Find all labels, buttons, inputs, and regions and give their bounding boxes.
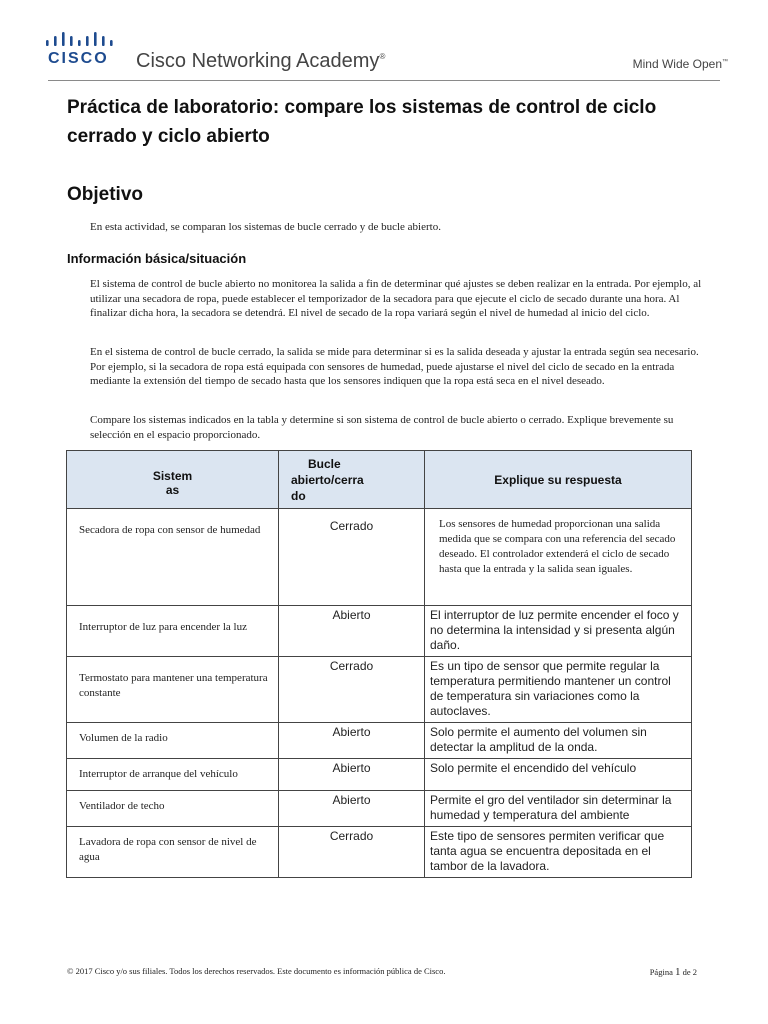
table-row <box>67 827 692 878</box>
row-type: Abierto <box>279 606 425 657</box>
row-system: Lavadora de ropa con sensor de nivel de agua <box>67 827 279 878</box>
footer-copyright: © 2017 Cisco y/o sus filiales. Todos los derechos reservados. Este documento es información pública de Cisco. <box>67 966 446 976</box>
systems-table <box>66 450 692 878</box>
header-loop-line1: Bucle <box>308 456 341 471</box>
page-indicator <box>650 966 697 978</box>
registered-mark: ® <box>379 52 386 61</box>
row-explanation: Los sensores de humedad proporcionan una salida medida que se compara con una referencia del secado deseado. El controlador extenderá el ciclo de secado hasta que la entrada y la salida sean iguales. <box>425 509 692 606</box>
cisco-logo-bars-icon <box>45 31 115 49</box>
row-type: Abierto <box>279 723 425 759</box>
objective-heading: Objetivo <box>67 184 144 205</box>
row-system: Interruptor de luz para encender la luz <box>67 606 279 657</box>
row-type: Cerrado <box>279 827 425 878</box>
page-number: 1 <box>674 966 681 978</box>
header-loop-type <box>279 451 425 509</box>
academy-text: Cisco Networking Academy <box>136 50 380 72</box>
table-row <box>67 606 692 657</box>
row-explanation: El interruptor de luz permite encender el foco y no determina la intensidad y si presenta algún daño. <box>425 606 692 657</box>
table-row <box>67 723 692 759</box>
tagline <box>633 57 728 71</box>
row-explanation: Permite el gro del ventilador sin determinar la humedad y temperatura del ambiente <box>425 791 692 827</box>
table-header-row <box>67 451 692 509</box>
header-explanation: Explique su respuesta <box>425 451 692 509</box>
header-loop-line3: do <box>291 488 306 503</box>
row-explanation: Solo permite el aumento del volumen sin detectar la amplitud de la onda. <box>425 723 692 759</box>
background-paragraph-1: El sistema de control de bucle abierto no monitorea la salida a fin de determinar qué ajustes se deben realizar en la entrada. Por ejemplo, al utilizar una secadora de ropa, puede establecer el temporizador de la secadora para que ejecute el ciclo de secado durante una hora. Al finalizar dicha hora, la secadora se detendrá. El nivel de secado de la ropa variará según el nivel de humedad al inicio del ciclo. <box>90 278 702 320</box>
background-paragraph-3: Compare los sistemas indicados en la tabla y determine si son sistema de control de bucle abierto o cerrado. Explique brevemente su selección en el espacio proporcionado. <box>90 414 674 441</box>
table-row <box>67 759 692 791</box>
row-system: Secadora de ropa con sensor de humedad <box>67 509 279 606</box>
header-systems-line1: Sistem <box>152 468 193 483</box>
row-type: Cerrado <box>279 509 425 606</box>
background-heading: Información básica/situación <box>67 251 247 266</box>
cisco-brand: CISCO <box>48 50 109 67</box>
table-row <box>67 791 692 827</box>
row-system: Termostato para mantener una temperatura constante <box>67 657 279 723</box>
background-paragraph-2: En el sistema de control de bucle cerrado, la salida se mide para determinar si es la salida deseada y ajustar la entrada según sea necesario. Por ejemplo, si la secadora de ropa está equipada con sensores de humedad, puede ajustarse el nivel del ciclo de secado en la entrada mediante la extensión del tiempo de secado hasta que los sensores indiquen que la ropa está seca en el nivel deseado. <box>90 346 699 388</box>
header-systems-line2: as <box>165 482 180 497</box>
document-title: Práctica de laboratorio: compare los sistemas de control de ciclo cerrado y ciclo abierto <box>67 97 657 147</box>
row-explanation: Este tipo de sensores permiten verificar que tanta agua se encuentra depositada en el tambor de la lavadora. <box>425 827 692 878</box>
header-divider <box>48 80 720 81</box>
row-system: Ventilador de techo <box>67 791 279 827</box>
row-system: Volumen de la radio <box>67 723 279 759</box>
header-loop-line2: abierto/cerra <box>291 472 364 487</box>
row-system: Interruptor de arranque del vehículo <box>67 759 279 791</box>
page-label: Página <box>649 967 673 977</box>
row-explanation: Es un tipo de sensor que permite regular la temperatura permitiendo mantener un control de temperatura sin variaciones como la autoclaves. <box>425 657 692 723</box>
tagline-text: Mind Wide Open <box>632 57 722 71</box>
table-row <box>67 657 692 723</box>
row-explanation: Solo permite el encendido del vehículo <box>425 759 692 791</box>
page-total: de 2 <box>682 967 697 977</box>
row-type: Abierto <box>279 791 425 827</box>
academy-name <box>136 50 385 73</box>
trademark-mark: ™ <box>722 59 728 65</box>
table-row <box>67 509 692 606</box>
row-type: Abierto <box>279 759 425 791</box>
header-systems <box>67 451 279 509</box>
row-type: Cerrado <box>279 657 425 723</box>
objective-text: En esta actividad, se comparan los sistemas de bucle cerrado y de bucle abierto. <box>90 221 441 233</box>
